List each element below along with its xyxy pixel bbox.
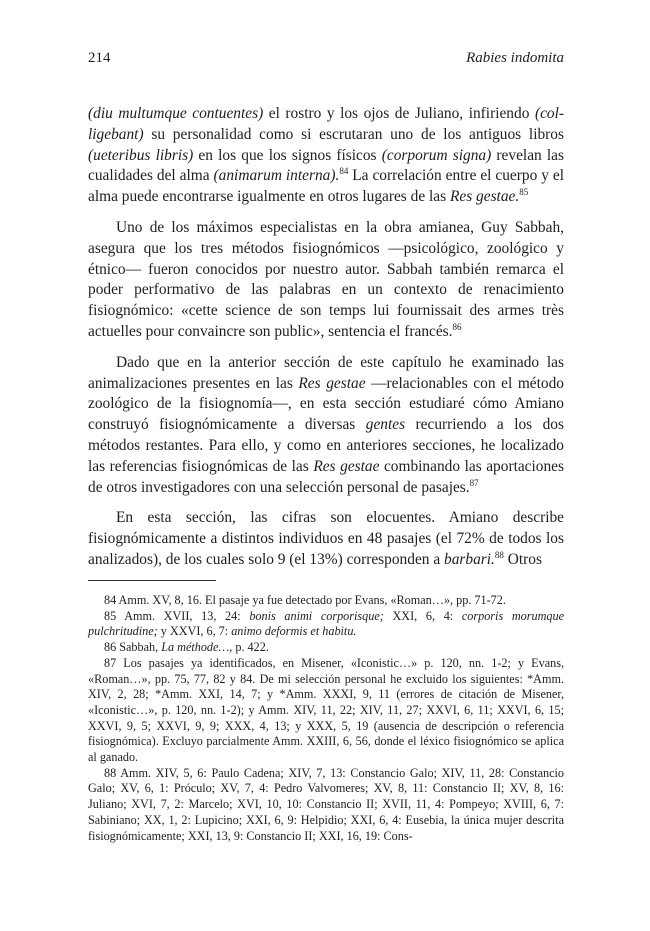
- italic-text: gentes: [365, 416, 406, 434]
- text-run: 88 Amm. XIV, 5, 6: Paulo Cadena; XIV, 7, 13: Constancio Galo; XIV, 11, 28: Constancio Galo; XV, 6, 1: Próculo; XV, 7, 4: Pedro Valvomeres; XV, 8, 11: Constancio II; XV, 8, 16: Juliano; XVI, 7, 2: Marcelo; XVI, 10, 10: Constancio II; XVII, 11, 4: Pompeyo; XVIII, 6, 7: Sabiniano; XX, 1, 2: Lupicino; XXI, 6, 9: Helpidio; XXI, 6, 4: Eusebia, la única mujer descrita fisiognómicamente; XXI, 13, 9: Constancio II; XXI, 16, 19: Cons-: [88, 765, 564, 843]
- text-run: Uno de los máximos especialistas en la obra amianea, Guy Sabbah, asegura que los tres métodos fisiognómicos —psicológico, zoológico y étnico— fueron conocidos por nuestro autor. Sabbah también remarca el poder performativo de las palabras en un contexto de renacimiento fisiognómico: «cette science de son temps lui fournissait des armes très actuelles pour convaincre son public», sentencia el francés.: [88, 218, 564, 340]
- footnote-ref: 85: [519, 187, 529, 198]
- italic-text: Res gestae: [298, 374, 366, 392]
- italic-text: La méthode…: [161, 640, 230, 655]
- text-run: , p. 422.: [229, 640, 269, 655]
- text-run: en los que los signos físicos: [193, 146, 382, 164]
- paragraph-3: [88, 353, 564, 499]
- italic-text: corporis morumque pulchritudine;: [88, 608, 564, 639]
- text-run: XXI, 6, 4:: [383, 608, 462, 623]
- footnote-86: [88, 640, 564, 656]
- italic-text: bonis animi corporisque;: [249, 608, 384, 623]
- italic-text: (diu multumque contuentes): [88, 105, 264, 122]
- footnote-85: [88, 609, 564, 640]
- italic-text: (corporum signa): [381, 146, 492, 164]
- text-run: el rostro y los ojos de Juliano, infiriendo: [263, 105, 535, 122]
- italic-text: (animarum interna).: [213, 167, 340, 185]
- text-run: Otros: [503, 550, 542, 568]
- footnote-ref: 87: [469, 477, 479, 488]
- paragraph-1: [88, 104, 564, 208]
- text-run: 84 Amm. XV, 8, 16. El pasaje ya fue detectado por Evans, «Roman…», pp. 71-72.: [104, 593, 506, 607]
- italic-text: Res gestae: [313, 457, 380, 475]
- text-run: recurriendo a los dos métodos restantes. Para ello, y como en anteriores secciones, he localizado las referencias fisiognómicas de las: [88, 416, 564, 475]
- running-head: Rabies indomita: [466, 50, 564, 66]
- footnote-separator: [88, 580, 216, 581]
- text-run: revelan las cualidades del alma: [88, 146, 565, 185]
- paragraph-4: [88, 508, 564, 570]
- text-run: En esta sección, las cifras son elocuentes. Amiano describe fisiognómicamente a distintos individuos en 48 pasajes (el 72% de todos los analizados), de los cuales solo 9 (el 13%) corresponden a: [88, 509, 564, 568]
- italic-text: Res gestae.: [449, 188, 520, 206]
- footnote-84: [88, 593, 564, 609]
- italic-text: (ueteribus libris): [88, 146, 194, 164]
- footnote-ref: 86: [452, 321, 462, 332]
- text-run: su personalidad como si escrutaran uno de los antiguos libros: [143, 125, 564, 143]
- italic-text: (colligebant): [88, 105, 565, 143]
- text-run: y XXVI, 6, 7:: [157, 624, 232, 639]
- italic-text: barbari.: [444, 550, 495, 568]
- italic-text: animo deformis et habitu.: [231, 624, 357, 639]
- text-run: combinando las aportaciones de otros investigadores con una selección personal de pasajes.: [88, 457, 565, 496]
- footnotes: [88, 593, 564, 844]
- footnote-87: [88, 656, 564, 766]
- text-run: 86 Sabbah,: [104, 640, 162, 655]
- footnote-ref: 84: [339, 166, 349, 177]
- text-run: Dado que en la anterior sección de este capítulo he examinado las animalizaciones presentes en las: [88, 353, 564, 392]
- footnote-ref: 88: [494, 549, 504, 560]
- text-run: —relacionables con el método zoológico de la fisiognomía—, en esta sección estudiaré cómo Amiano construyó fisiognómicamente a diversas: [88, 374, 564, 434]
- main-text: [88, 104, 564, 581]
- page-number: 214: [88, 50, 111, 66]
- paragraph-2: [88, 218, 564, 343]
- text-run: 85 Amm. XVII, 13, 24:: [104, 608, 250, 623]
- text-run: La correlación entre el cuerpo y el alma puede encontrarse igualmente en otros lugares de las: [88, 167, 564, 206]
- text-run: 87 Los pasajes ya identificados, en Misener, «Iconistic…» p. 120, nn. 1-2; y Evans, «Roman…», pp. 75, 77, 82 y 84. De mi selección personal he excluido los siguientes: *Amm. XIV, 2, 28; *Amm. XXI, 14, 7; y *Amm. XXXI, 9, 11 (errores de citación de Misener, «Iconistic…», p. 120, nn. 1-2); y Amm. XIV, 11, 22; XIV, 11, 27; XXVI, 6, 11; XXVI, 6, 15; XXVI, 9, 5; XXVI, 9, 9; XXX, 4, 13; y XXX, 5, 19 (ausencia de descripción o referencia fisiognómica). Excluyo parcialmente Amm. XXIII, 6, 56, donde el léxico fisiognómico se aplica al ganado.: [88, 655, 564, 765]
- footnote-88: [88, 766, 564, 845]
